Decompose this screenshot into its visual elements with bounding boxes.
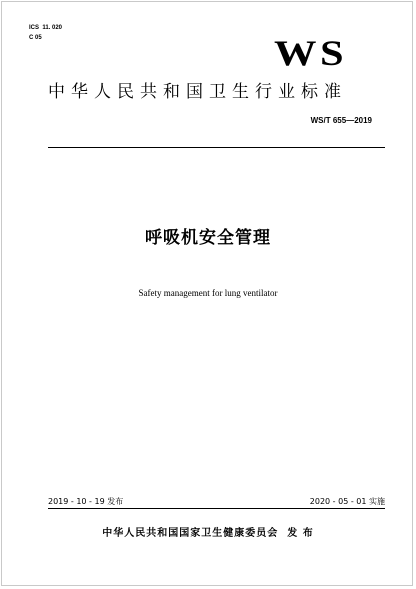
document-title-english: Safety management for lung ventilator [138, 288, 278, 298]
implementation-date: 2020 - 05 - 01 实施 [309, 497, 385, 506]
standard-type-heading: 中华人民共和国卫生行业标准 [48, 82, 347, 102]
standard-number: WS/T 655—2019 [310, 116, 372, 125]
header-divider [48, 147, 385, 148]
ccs-code: C 05 [29, 35, 42, 41]
issue-date: 2019 - 10 - 19 发布 [48, 497, 124, 506]
publisher: 中华人民共和国国家卫生健康委员会 发 布 [102, 528, 314, 539]
footer-divider [48, 508, 385, 509]
ws-logo: WS [274, 33, 348, 73]
ics-code: ICS 11. 020 [29, 25, 63, 31]
document-title-chinese: 呼吸机安全管理 [145, 228, 271, 248]
